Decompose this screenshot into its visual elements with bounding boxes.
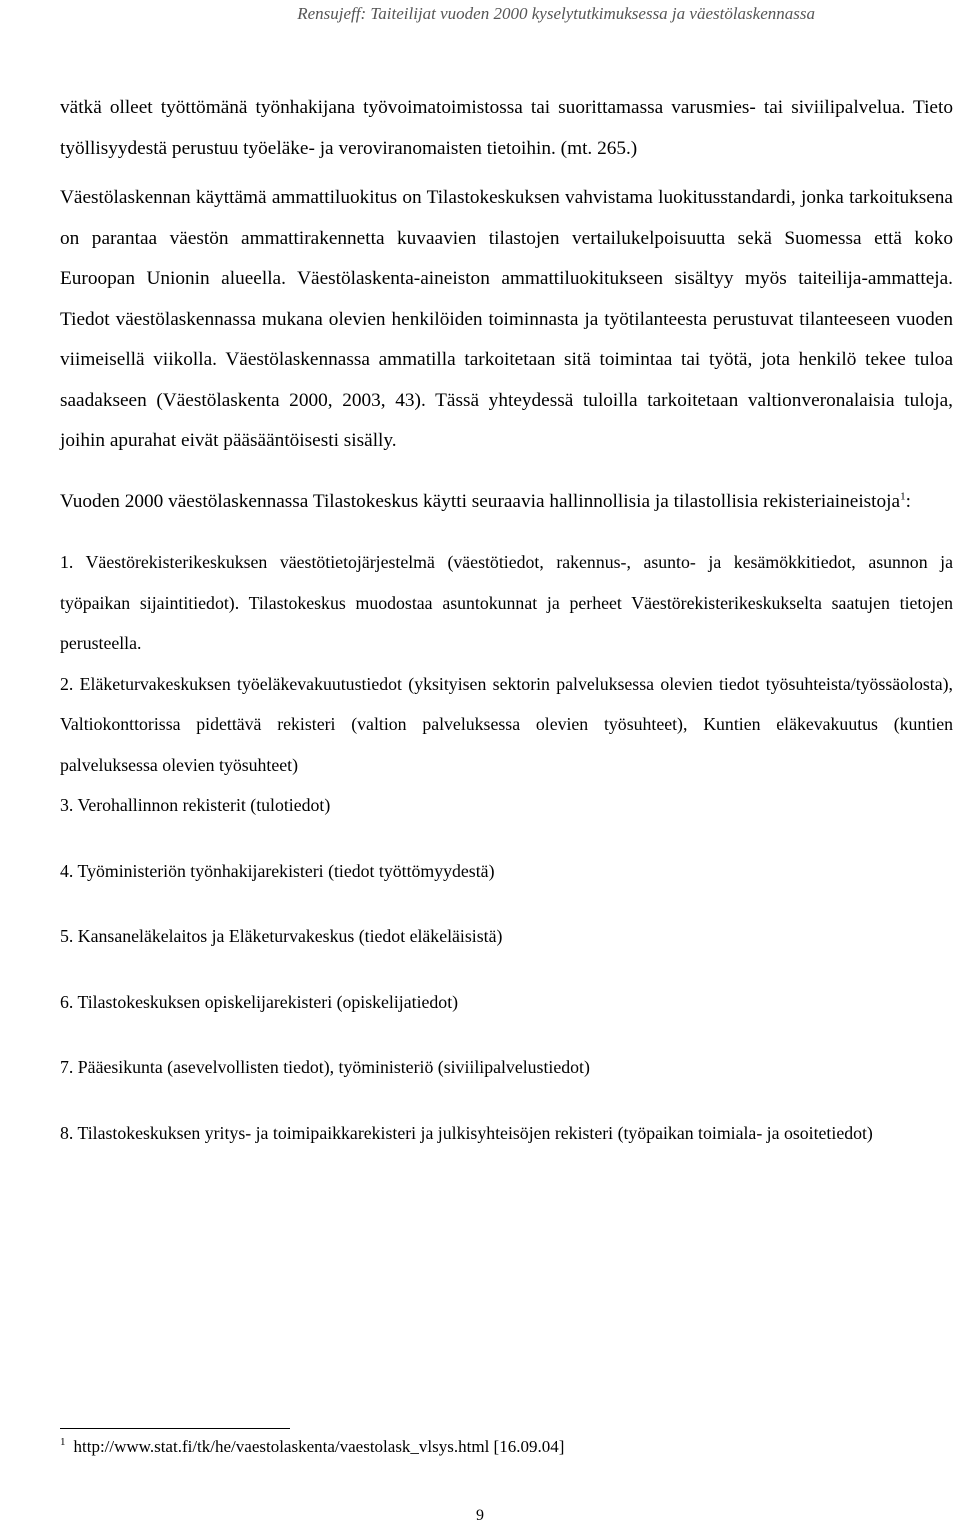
paragraph-continuation: vätkä olleet työttömänä työnhakijana työvoimatoimistossa tai suorittamassa varusmies- tai siviilipalvelua. Tieto työllisyydestä perustuu työeläke- ja veroviranomaisten tietoihin. (mt. 265.)	[60, 97, 953, 159]
body-text	[60, 88, 953, 1153]
list-item: 5. Kansaneläkelaitos ja Eläketurvakeskus (tiedot eläkeläisistä)	[60, 926, 503, 946]
list-item: 6. Tilastokeskuksen opiskelijarekisteri (opiskelijatiedot)	[60, 991, 459, 1012]
list-item: 1. Väestörekisterikeskuksen väestötietojärjestelmä (väestötiedot, rakennus-, asunto- ja kesämökkitiedot, asunnon ja työpaikan sijaintitiedot). Tilastokeskus muodostaa asuntokunnat ja perheet Väestörekisterikeskukselta saatujen tietojen perusteella.	[60, 552, 953, 653]
list-item: 4. Työministeriön työnhakijarekisteri (tiedot työttömyydestä)	[60, 860, 495, 881]
list-item: 3. Verohallinnon rekisterit (tulotiedot)	[60, 795, 331, 815]
intro-colon: :	[905, 490, 911, 512]
page-number: 9	[476, 1507, 484, 1524]
list-item: 8. Tilastokeskuksen yritys- ja toimipaikkarekisteri ja julkisyhteisöjen rekisteri (työpaikan toimiala- ja osoitetiedot)	[60, 1122, 873, 1143]
register-list	[60, 542, 953, 1153]
running-header: Rensujeff: Taiteilijat vuoden 2000 kyselytutkimuksessa ja väestölaskennassa	[297, 4, 815, 23]
list-item: 7. Pääesikunta (asevelvollisten tiedot), työministeriö (siviilipalvelustiedot)	[60, 1057, 590, 1077]
list-item: 2. Eläketurvakeskuksen työeläkevakuutustiedot (yksityisen sektorin palveluksessa olevien tiedot työsuhteista/työssäolosta), Valtiokonttorissa pidettävä rekisteri (valtion palveluksessa olevien työsuhteet), Kuntien eläkevakuutus (kuntien palveluksessa olevien työsuhteet)	[60, 673, 953, 775]
footnote-reference[interactable]: 1	[900, 490, 906, 503]
paragraph-registers-intro	[60, 482, 953, 523]
footnote-number: 1	[60, 1436, 66, 1449]
footnote-divider	[60, 1428, 290, 1429]
footnote-link[interactable]: http://www.stat.fi/tk/he/vaestolaskenta/vaestolask_vlsys.html [16.09.04]	[73, 1437, 565, 1456]
paragraph-registers-intro-text: Vuoden 2000 väestölaskennassa Tilastokeskus käytti seuraavia hallinnollisia ja tilastollisia rekisteriaineistoja	[60, 490, 901, 512]
footnote	[60, 1437, 564, 1457]
paragraph-classification: Väestölaskennan käyttämä ammattiluokitus on Tilastokeskuksen vahvistama luokitusstandardi, jonka tarkoituksena on parantaa väestön ammattirakennetta kuvaavien tilastojen vertailukelpoisuutta sekä Suomessa että koko Euroopan Unionin alueella. Väestölaskenta-aineiston ammattiluokitukseen sisältyy myös taiteilija-ammatteja. Tiedot väestölaskennassa mukana olevien henkilöiden toiminnasta ja työtilanteesta perustuvat tilanteeseen vuoden viimeisellä viikolla. Väestölaskennassa ammatilla tarkoitetaan sitä toimintaa tai työtä, jota henkilö tekee tuloa saadakseen (Väestölaskenta 2000, 2003, 43). Tässä yhteydessä tuloilla tarkoitetaan valtionveronalaisia tuloja, joihin apurahat eivät pääsääntöisesti sisälly.	[60, 187, 953, 451]
